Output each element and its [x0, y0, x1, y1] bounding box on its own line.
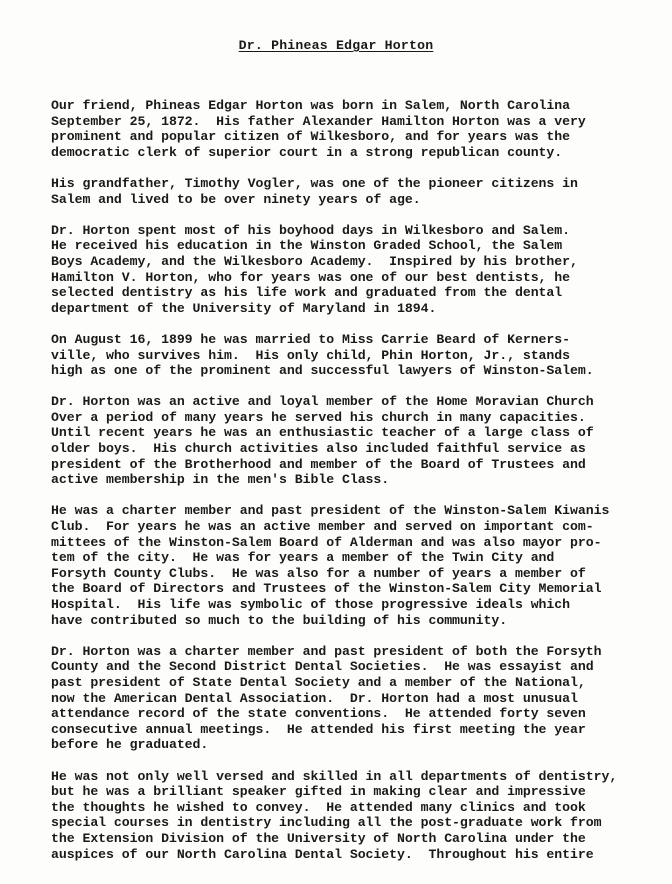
text-line: but he was a brilliant speaker gifted in making clear and impressive: [51, 784, 586, 800]
text-line: consecutive annual meetings. He attended his first meeting the year: [51, 721, 586, 737]
text-line: prominent and popular citizen of Wilkesboro, and for years was the: [51, 129, 571, 145]
text-line: Hospital. His life was symbolic of those progressive ideals which: [51, 597, 571, 612]
text-line: high as one of the prominent and successful lawyers of Winston-Salem.: [51, 363, 594, 379]
paragraph: [51, 394, 661, 488]
text-line: president of the Brotherhood and member of the Board of Trustees and: [51, 456, 586, 472]
document-title: [0, 38, 672, 54]
text-line: Dr. Horton was an active and loyal member of the Home Moravian Church: [51, 394, 594, 410]
paragraph: [51, 223, 661, 317]
text-line: ville, who survives him. His only child, Phin Horton, Jr., stands: [51, 347, 571, 363]
text-line: active membership in the men's Bible Class.: [51, 472, 390, 488]
text-line: democratic clerk of superior court in a strong republican county.: [51, 144, 563, 160]
text-line: Dr. Horton spent most of his boyhood days in Wilkesboro and Salem.: [51, 222, 571, 238]
text-line: mittees of the Winston-Salem Board of Alderman and was also mayor pro-: [51, 534, 602, 550]
text-line: before he graduated.: [51, 737, 209, 753]
paragraph: [51, 332, 661, 379]
text-line: department of the University of Maryland in 1894.: [51, 300, 437, 316]
text-line: the Extension Division of the University of North Carolina under the: [51, 830, 586, 846]
text-line: His grandfather, Timothy Vogler, was one of the pioneer citizens in: [51, 175, 578, 191]
text-line: have contributed so much to the building of his community.: [51, 612, 508, 628]
text-line: selected dentistry as his life work and graduated from the dental: [51, 285, 563, 301]
text-line: the thoughts he wished to convey. He attended many clinics and took: [51, 799, 586, 815]
text-line: Club. For years he was an active member and served on important com-: [51, 519, 594, 535]
text-line: attendance record of the state conventions. He attended forty seven: [51, 706, 586, 722]
text-line: Dr. Horton was a charter member and past president of both the Forsyth: [51, 643, 602, 659]
document-body: [51, 98, 661, 878]
text-line: Boys Academy, and the Wilkesboro Academy. Inspired by his brother,: [51, 253, 578, 269]
document-title-text: Dr. Phineas Edgar Horton: [238, 38, 434, 53]
paragraph: [51, 176, 661, 207]
paragraph: [51, 769, 661, 863]
text-line: He was not only well versed and skilled in all departments of dentistry,: [51, 768, 618, 784]
text-line: On August 16, 1899 he was married to Miss Carrie Beard of Kerners-: [51, 331, 571, 347]
text-line: past president of State Dental Society and a member of the National,: [51, 674, 586, 690]
text-line: Salem and lived to be over ninety years of age.: [51, 191, 421, 207]
text-line: special courses in dentistry including all the post-graduate work from: [51, 815, 602, 831]
text-line: auspices of our North Carolina Dental Society. Throughout his entire: [51, 846, 594, 862]
text-line: September 25, 1872. His father Alexander Hamilton Horton was a very: [51, 113, 586, 129]
text-line: Forsyth County Clubs. He was also for a number of years a member of: [51, 565, 586, 581]
text-line: tem of the city. He was for years a member of the Twin City and: [51, 550, 555, 566]
text-line: He received his education in the Winston Graded School, the Salem: [51, 238, 563, 254]
text-line: older boys. His church activities also included faithful service as: [51, 441, 586, 457]
text-line: the Board of Directors and Trustees of the Winston-Salem City Memorial: [51, 581, 602, 597]
text-line: Our friend, Phineas Edgar Horton was born in Salem, North Carolina: [51, 98, 571, 113]
paragraph: [51, 503, 661, 628]
text-line: He was a charter member and past president of the Winston-Salem Kiwanis: [51, 503, 610, 519]
text-line: Until recent years he was an enthusiastic teacher of a large class of: [51, 425, 594, 441]
paragraph: [51, 644, 661, 753]
text-line: County and the Second District Dental Societies. He was essayist and: [51, 659, 594, 675]
text-line: now the American Dental Association. Dr. Horton had a most unusual: [51, 690, 578, 706]
text-line: Hamilton V. Horton, who for years was one of our best dentists, he: [51, 269, 571, 285]
text-line: Over a period of many years he served his church in many capacities.: [51, 409, 586, 425]
paragraph: [51, 98, 661, 160]
